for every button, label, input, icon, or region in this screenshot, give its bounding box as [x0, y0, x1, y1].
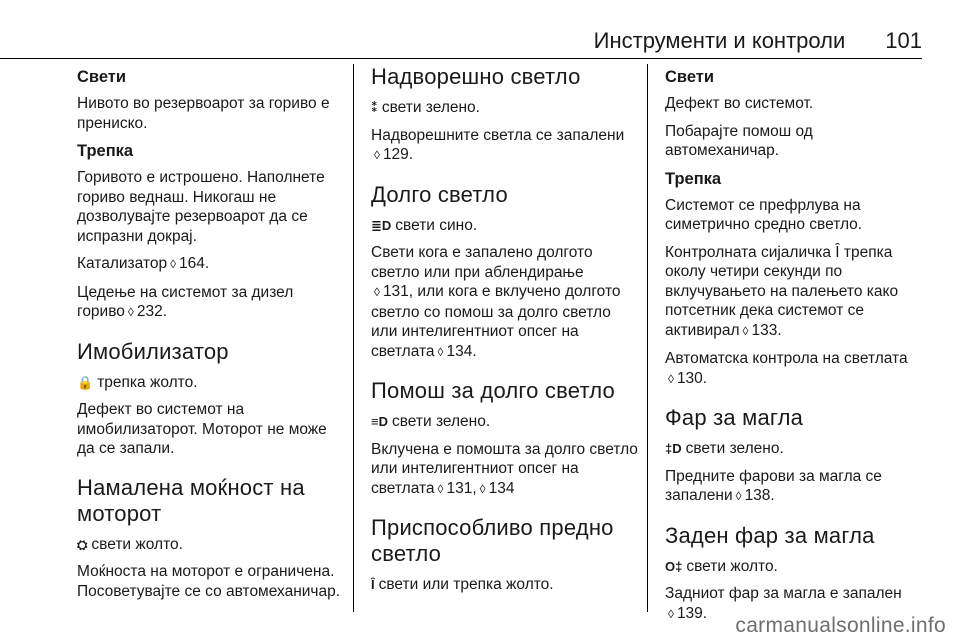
high-beam-icon: ≣D — [371, 217, 392, 233]
heading-high-beam-assist: Помош за долго светло — [371, 378, 615, 403]
adaptive-light-icon: Ȋ — [371, 577, 375, 592]
paragraph: Предните фарови за магла се запалени ◊ 138. — [665, 467, 882, 504]
rear-fog-light-icon: O‡ — [665, 558, 683, 574]
heading-rear-fog-light: Заден фар за магла — [665, 522, 875, 548]
heading-svetli: Свети — [665, 68, 715, 86]
paragraph: ≣D свети сино. — [371, 216, 478, 234]
reference-icon: ◊ — [437, 481, 444, 496]
fog-light-icon: ‡D — [665, 441, 682, 456]
paragraph: Ȋ свети или трепка жолто. — [371, 576, 554, 593]
immobilizer-icon: 🔒 — [77, 374, 94, 390]
reference-icon: ◊ — [374, 148, 380, 162]
exterior-light-icon: ⁑ — [371, 100, 378, 115]
section-title: Инструменти и контроли — [593, 28, 846, 53]
page-ref-link[interactable]: 139. — [676, 604, 708, 622]
page-ref-link[interactable]: 232. — [136, 303, 168, 320]
paragraph: Горивото е истрошено. Наполнете гориво веднаш. Никогаш не дозволувајте резервоарот да се испразни докрај. — [77, 169, 325, 245]
paragraph: Задниот фар за магла е запален ◊ 139. — [665, 585, 902, 622]
paragraph: ⛭ свети жолто. — [77, 535, 183, 553]
watermark: carmanualsonline.info — [735, 614, 946, 637]
engine-power-icon: ⛭ — [77, 536, 88, 552]
column-1 — [77, 64, 347, 609]
paragraph: Контролната сијаличка Ȋ трепка околу четири секунди по вклучувањето на палењето како потсетник дека системот се активирал ◊ 133. — [665, 243, 899, 339]
reference-icon: ◊ — [374, 285, 380, 299]
column-3 — [665, 64, 925, 632]
heading-exterior-light: Надворешно светло — [371, 64, 581, 89]
heading-reduced-power: Намалена моќност на моторот — [77, 474, 305, 526]
heading-high-beam: Долго светло — [371, 181, 508, 207]
heading-trepka: Трепка — [665, 169, 722, 188]
reference-icon: ◊ — [735, 489, 742, 503]
paragraph: O‡ свети жолто. — [665, 557, 778, 575]
paragraph: Дефект во системот на имобилизаторот. Моторот не може да се запали. — [77, 401, 327, 457]
heading-fog-light: Фар за магла — [665, 405, 804, 430]
paragraph: Системот се префрлува на симетрично средно светло. — [665, 196, 863, 233]
page-number: 101 — [885, 28, 922, 53]
paragraph: Нивото во резервоарот за гориво е прениско. — [77, 95, 330, 132]
paragraph: 🔒 трепка жолто. — [77, 373, 198, 391]
paragraph: Вклучена е помошта за долго светло или интелигентниот опсег на светлата ◊ 131, ◊ 134 — [371, 440, 638, 497]
high-beam-assist-icon: ≡D — [371, 414, 388, 429]
page-ref-link[interactable]: 133. — [751, 321, 782, 339]
page-ref-link[interactable]: 129. — [382, 146, 414, 163]
paragraph: Цедење на системот за дизел гориво ◊ 232. — [77, 283, 294, 320]
heading-svetli: Свети — [77, 68, 127, 86]
column-2 — [371, 64, 641, 603]
paragraph: Моќноста на моторот е ограничена. Посоветувајте се со автомеханичар. — [77, 563, 341, 600]
paragraph: Автоматска контрола на светлата ◊ 130. — [665, 350, 908, 387]
heading-imobilizator: Имобилизатор — [77, 338, 229, 364]
reference-icon: ◊ — [170, 257, 177, 271]
page-ref-link[interactable]: 164. — [179, 255, 210, 272]
paragraph: Побарајте помош од автомеханичар. — [665, 122, 813, 159]
page-header — [0, 22, 922, 59]
column-divider — [353, 64, 354, 612]
paragraph: Дефект во системот. — [665, 95, 814, 112]
page-ref-link[interactable]: 130. — [676, 369, 708, 387]
paragraph: Катализатор ◊ 164. — [77, 255, 210, 272]
page-ref-link[interactable]: 138. — [744, 487, 775, 504]
paragraph: ⁑ свети зелено. — [371, 99, 480, 116]
page-ref-link[interactable]: 134. — [446, 342, 477, 360]
reference-icon: ◊ — [742, 323, 749, 338]
heading-trepka: Трепка — [77, 142, 134, 160]
reference-icon: ◊ — [437, 344, 444, 359]
reference-icon: ◊ — [479, 481, 486, 496]
heading-adaptive-headlight: Приспособливо предно светло — [371, 515, 614, 566]
column-divider — [647, 64, 648, 612]
reference-icon: ◊ — [668, 606, 674, 621]
reference-icon: ◊ — [127, 305, 134, 319]
paragraph: ‡D свети зелено. — [665, 440, 784, 457]
paragraph: Свети кога е запалено долгото светло или при аблендирање ◊ 131, или кога е вклучено долгото светло со помош за долго светло или интелигентниот опсег на светлата ◊ 134. — [371, 244, 621, 360]
page-ref-link[interactable]: 134 — [488, 479, 515, 497]
paragraph: ≡D свети зелено. — [371, 413, 491, 430]
paragraph: Надворешните светла се запалени ◊ 129. — [371, 126, 625, 163]
reference-icon: ◊ — [668, 371, 674, 386]
page-ref-link[interactable]: 131, — [446, 479, 477, 497]
